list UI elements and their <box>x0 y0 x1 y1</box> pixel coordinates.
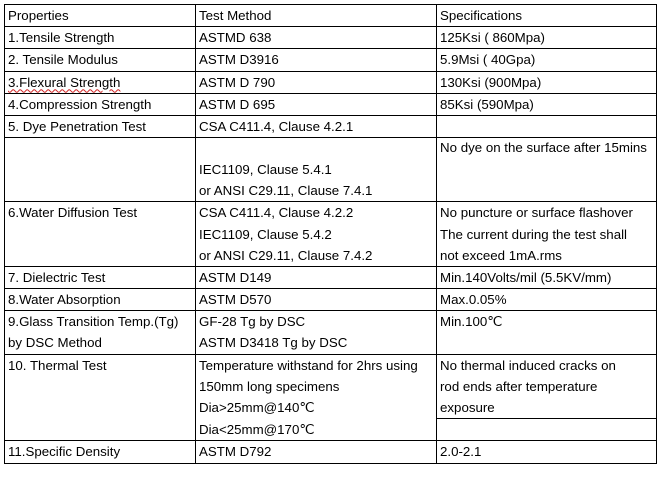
spec-cell <box>437 180 657 202</box>
property-cell: by DSC Method <box>5 332 196 354</box>
spec-cell: rod ends after temperature <box>437 376 657 397</box>
method-cell: ASTMD 638 <box>196 27 437 49</box>
method-cell: or ANSI C29.11, Clause 7.4.1 <box>196 180 437 202</box>
method-cell: ASTM D792 <box>196 441 437 463</box>
spec-cell <box>437 419 657 441</box>
spec-cell: Min.140Volts/mil (5.5KV/mm) <box>437 266 657 288</box>
method-cell: ASTM D 790 <box>196 71 437 93</box>
header-test-method: Test Method <box>196 5 437 27</box>
spec-cell: exposure <box>437 397 657 419</box>
property-cell: 11.Specific Density <box>5 441 196 463</box>
spec-cell: 130Ksi (900Mpa) <box>437 71 657 93</box>
method-cell: Dia>25mm@140℃ <box>196 397 437 419</box>
spec-cell: 5.9Msi ( 40Gpa) <box>437 49 657 71</box>
table-row <box>5 354 657 376</box>
method-cell: or ANSI C29.11, Clause 7.4.2 <box>196 245 437 267</box>
property-cell: 5. Dye Penetration Test <box>5 115 196 137</box>
method-cell: Dia<25mm@170℃ <box>196 419 437 441</box>
spec-cell <box>437 115 657 137</box>
method-cell: ASTM D570 <box>196 289 437 311</box>
method-cell: ASTM D 695 <box>196 93 437 115</box>
property-cell <box>5 138 196 202</box>
spec-cell: 2.0-2.1 <box>437 441 657 463</box>
method-cell: GF-28 Tg by DSC <box>196 311 437 333</box>
table-row <box>5 332 657 354</box>
table-row <box>5 311 657 333</box>
table-row <box>5 289 657 311</box>
table-row <box>5 115 657 137</box>
spec-cell: Max.0.05% <box>437 289 657 311</box>
header-specifications: Specifications <box>437 5 657 27</box>
method-cell: Temperature withstand for 2hrs using <box>196 354 437 376</box>
method-cell: ASTM D3418 Tg by DSC <box>196 332 437 354</box>
method-cell: ASTM D3916 <box>196 49 437 71</box>
table-row <box>5 71 657 93</box>
property-cell: 3.Flexural Strength <box>5 71 196 93</box>
header-properties: Properties <box>5 5 196 27</box>
table-row <box>5 27 657 49</box>
property-cell: 8.Water Absorption <box>5 289 196 311</box>
property-cell: 1.Tensile Strength <box>5 27 196 49</box>
method-cell: IEC1109, Clause 5.4.2 <box>196 224 437 245</box>
spec-cell: Min.100℃ <box>437 311 657 333</box>
property-cell: 4.Compression Strength <box>5 93 196 115</box>
header-row <box>5 5 657 27</box>
spec-cell: No dye on the surface after 15mins <box>437 138 657 181</box>
property-cell: 6.Water Diffusion Test <box>5 202 196 267</box>
method-cell: CSA C411.4, Clause 4.2.2 <box>196 202 437 224</box>
spec-cell: 85Ksi (590Mpa) <box>437 93 657 115</box>
spec-cell <box>437 332 657 354</box>
property-cell: 7. Dielectric Test <box>5 266 196 288</box>
property-cell: 10. Thermal Test <box>5 354 196 441</box>
property-cell: 9.Glass Transition Temp.(Tg) <box>5 311 196 333</box>
spec-cell: not exceed 1mA.rms <box>437 245 657 267</box>
table-row <box>5 441 657 463</box>
spec-cell: The current during the test shall <box>437 224 657 245</box>
table-row <box>5 266 657 288</box>
table-row <box>5 93 657 115</box>
table-row <box>5 49 657 71</box>
specifications-table <box>4 4 657 464</box>
method-cell: CSA C411.4, Clause 4.2.1 <box>196 115 437 137</box>
method-cell: ASTM D149 <box>196 266 437 288</box>
spec-cell: No puncture or surface flashover <box>437 202 657 224</box>
table-row <box>5 202 657 224</box>
spec-cell: 125Ksi ( 860Mpa) <box>437 27 657 49</box>
method-cell: IEC1109, Clause 5.4.1 <box>196 138 437 181</box>
table-row <box>5 138 657 181</box>
property-cell: 2. Tensile Modulus <box>5 49 196 71</box>
spec-cell: No thermal induced cracks on <box>437 354 657 376</box>
method-cell: 150mm long specimens <box>196 376 437 397</box>
